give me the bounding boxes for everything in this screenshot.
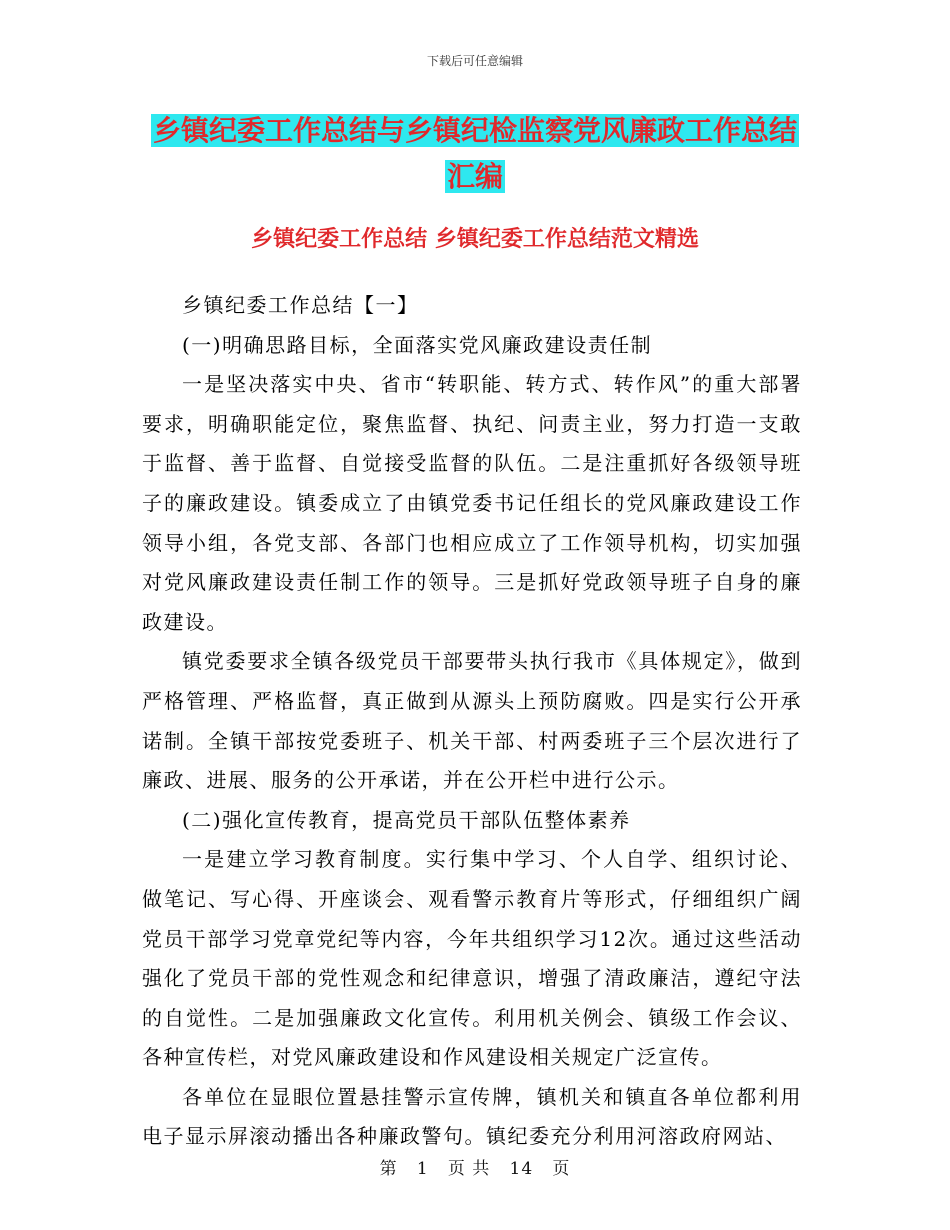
footer-suffix: 页 xyxy=(552,1159,571,1179)
subsection-heading: (二)强化宣传教育，提高党员干部队伍整体素养 xyxy=(182,807,631,832)
body-paragraph: 镇党委要求全镇各级党员干部要带头执行我市《具体规定》，做到严格管理、严格监督，真正做到从源头上预防腐败。四是实行公开承诺制。全镇干部按党委班子、机关干部、村两委班子三个层次进行了廉政、进展、服务的公开承诺，并在公开栏中进行公示。 xyxy=(142,649,802,793)
title-line-1: 乡镇纪委工作总结与乡镇纪检监察党风廉政工作总结 xyxy=(152,114,797,147)
footer-middle: 页 共 xyxy=(447,1159,491,1179)
document-body xyxy=(142,286,802,1157)
body-paragraph: 一是建立学习教育制度。实行集中学习、个人自学、组织讨论、做笔记、写心得、开座谈会、观看警示教育片等形式，仔细组织广阔党员干部学习党章党纪等内容，今年共组织学习12次。通过这些活动强化了党员干部的党性观念和纪律意识，增强了清政廉洁，遵纪守法的自觉性。二是加强廉政文化宣传。利用机关例会、镇级工作会议、各种宣传栏，对党风廉政建设和作风建设相关规定广泛宣传。 xyxy=(142,847,802,1070)
body-paragraph: 各单位在显眼位置悬挂警示宣传牌，镇机关和镇直各单位都利用电子显示屏滚动播出各种廉政警句。镇纪委充分利用河溶政府网站、 xyxy=(142,1084,802,1149)
body-paragraph: 一是坚决落实中央、省市“转职能、转方式、转作风”的重大部署要求，明确职能定位，聚焦监督、执纪、问责主业，努力打造一支敢于监督、善于监督、自觉接受监督的队伍。二是注重抓好各级领导班子的廉政建设。镇委成立了由镇党委书记任组长的党风廉政建设工作领导小组，各党支部、各部门也相应成立了工作领导机构，切实加强对党风廉政建设责任制工作的领导。三是抓好党政领导班子自身的廉政建设。 xyxy=(142,372,802,634)
footer-prefix: 第 xyxy=(379,1159,398,1179)
section-heading: 乡镇纪委工作总结【一】 xyxy=(182,293,419,317)
title-line-2: 汇编 xyxy=(446,160,503,193)
document-title xyxy=(0,108,950,200)
total-pages-number: 14 xyxy=(509,1159,534,1179)
page-footer xyxy=(0,1154,950,1179)
subsection-heading: (一)明确思路目标，全面落实党风廉政建设责任制 xyxy=(182,332,653,357)
current-page-number: 1 xyxy=(416,1159,429,1179)
header-note: 下载后可任意编辑 xyxy=(426,54,523,68)
document-subtitle: 乡镇纪委工作总结 乡镇纪委工作总结范文精选 xyxy=(251,227,699,252)
